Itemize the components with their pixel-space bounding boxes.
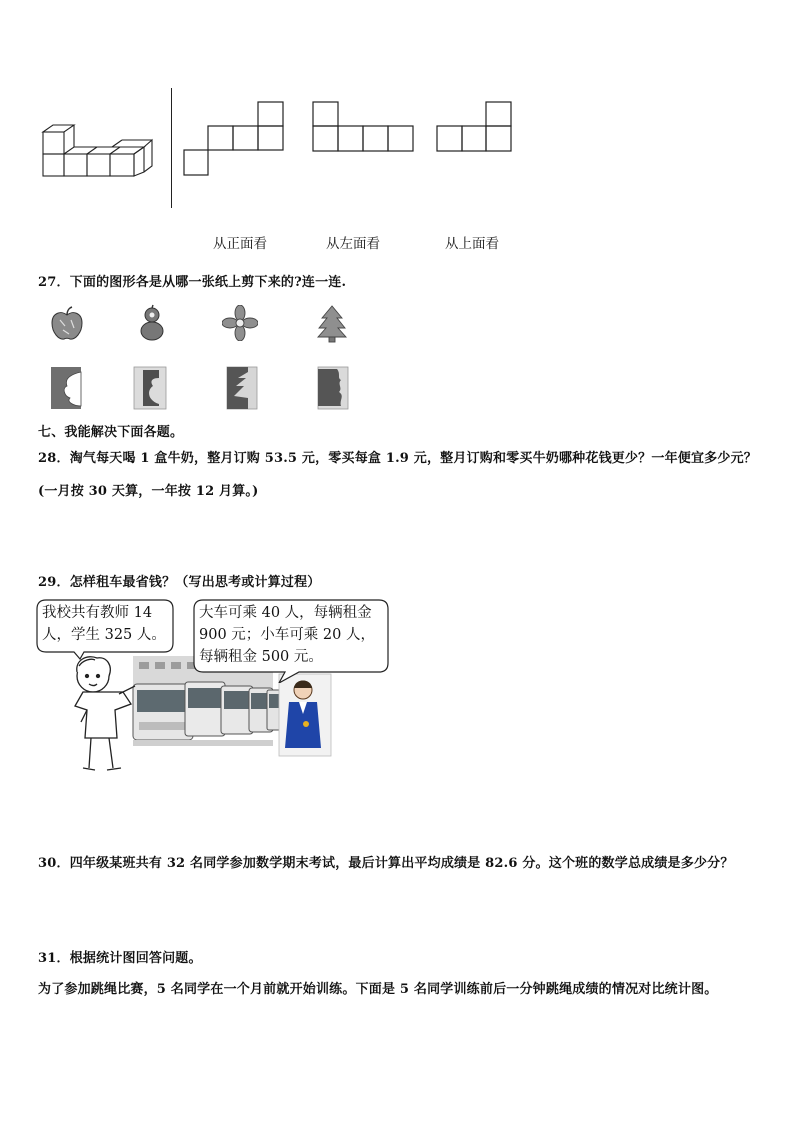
cut-paper-c [226,366,258,410]
flower-icon [222,305,258,341]
question-31-body: 为了参加跳绳比赛，5 名同学在一个月前就开始训练。下面是 5 名同学训练前后一分钟跳绳成绩的情况对比统计图。 [38,982,718,997]
divider-line [171,88,172,208]
question-27-text: 27．下面的图形各是从哪一张纸上剪下来的?连一连. [38,275,347,290]
bubble-right-line2: 900 元；小车可乘 20 人， [199,627,375,643]
section-7-title: 七、我能解决下面各题。 [38,425,184,440]
left-view-label: 从左面看 [326,236,380,252]
front-view-label: 从正面看 [213,236,267,252]
front-view-grid [182,100,285,178]
gourd-icon [136,304,168,342]
cut-paper-b [133,366,167,410]
apple-icon [49,306,85,342]
left-view-grid [311,100,415,155]
bubble-right-line1: 大车可乘 40 人，每辆租金 [199,605,372,621]
bubble-right-line3: 每辆租金 500 元。 [199,649,323,665]
top-view-grid [435,100,515,155]
question-29-text: 29．怎样租车最省钱？（写出思考或计算过程） [38,575,321,590]
cut-paper-d [317,366,349,410]
cut-paper-a [50,366,82,410]
question-30-text: 30．四年级某班共有 32 名同学参加数学期末考试，最后计算出平均成绩是 82.6 分。这个班的数学总成绩是多少分？ [38,856,734,871]
bubble-left-line1: 我校共有教师 14 [42,605,153,621]
tree-icon [316,304,348,344]
bubble-left-line2: 人，学生 325 人。 [42,627,166,643]
question-28-line1: 28．淘气每天喝 1 盒牛奶，整月订购 53.5 元，零买每盒 1.9 元，整月订购和零买牛奶哪种花钱更少？一年便宜多少元？ [38,451,757,466]
question-31-title: 31．根据统计图回答问题。 [38,951,202,966]
top-view-label: 从上面看 [445,236,499,252]
question-28-line2: (一月按 30 天算，一年按 12 月算。) [38,484,259,499]
cube-solid-figure [40,122,155,180]
bus-row [133,682,287,746]
